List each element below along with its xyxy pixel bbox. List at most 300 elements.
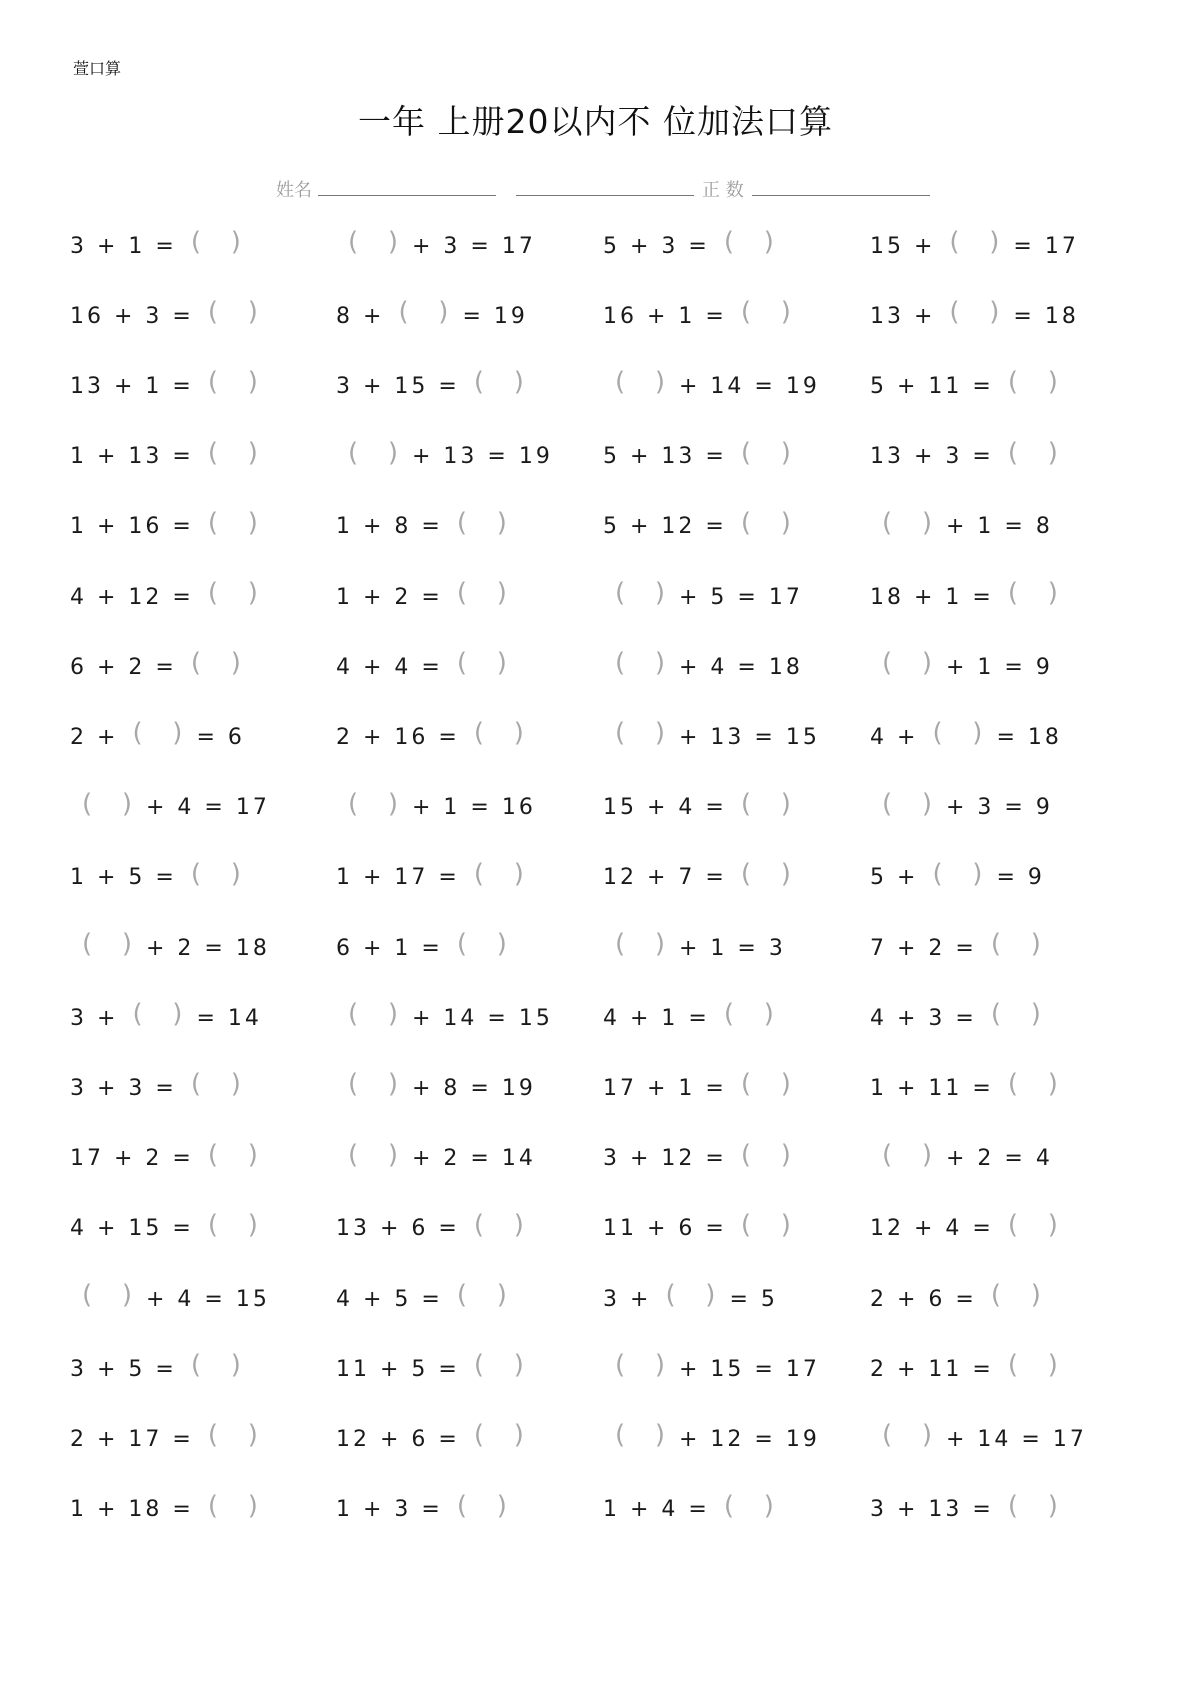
close-paren: )	[513, 718, 524, 749]
problem-left: 4 + 5 =	[336, 1286, 443, 1312]
problem-item	[870, 226, 1079, 266]
answer-blank[interactable]	[1008, 1350, 1058, 1380]
problem-left: 2 + 11 =	[870, 1356, 994, 1382]
problem-left: 15 + 4 =	[603, 795, 727, 821]
problem-right: + 8 = 19	[412, 1075, 536, 1101]
problem-right: + 3 = 17	[412, 233, 536, 259]
answer-blank[interactable]	[348, 789, 398, 819]
problem-item	[336, 1419, 538, 1459]
close-paren: )	[496, 929, 507, 959]
close-paren: )	[387, 227, 398, 257]
open-paren: (	[456, 507, 467, 538]
problem-item	[336, 1279, 521, 1319]
problem-left: 1 + 13 =	[70, 444, 194, 470]
open-paren: (	[190, 648, 201, 679]
open-paren: (	[207, 297, 218, 328]
problem-item	[336, 437, 553, 477]
answer-blank[interactable]	[208, 1210, 258, 1240]
answer-blank[interactable]	[991, 1280, 1041, 1310]
answer-blank[interactable]	[1008, 1491, 1058, 1521]
answer-blank[interactable]	[82, 1280, 132, 1310]
open-paren: (	[990, 1280, 1001, 1310]
problem-left: 3 +	[603, 1286, 652, 1312]
close-paren: )	[989, 227, 1000, 257]
problem-left: 13 +	[870, 303, 936, 329]
problem-item	[603, 507, 805, 547]
problem-item	[70, 928, 270, 968]
problem-item	[603, 366, 820, 406]
problem-left: 3 +	[70, 1005, 119, 1031]
answer-blank[interactable]	[82, 929, 132, 959]
answer-blank[interactable]	[665, 1280, 715, 1310]
answer-blank[interactable]	[615, 1420, 665, 1450]
answer-blank[interactable]	[882, 1420, 932, 1450]
open-paren: (	[990, 999, 1001, 1030]
close-paren: )	[763, 1490, 774, 1521]
answer-blank[interactable]	[724, 227, 774, 257]
problem-left: 4 +	[870, 724, 919, 750]
open-paren: (	[456, 929, 467, 959]
close-paren: )	[496, 507, 507, 538]
problem-left: 5 + 12 =	[603, 514, 727, 540]
problem-item	[336, 1349, 538, 1389]
problem-item	[870, 998, 1055, 1038]
problem-left: 11 + 6 =	[603, 1216, 727, 1242]
answer-blank[interactable]	[457, 508, 507, 538]
answer-blank[interactable]	[741, 508, 791, 538]
answer-blank[interactable]	[457, 1280, 507, 1310]
answer-blank[interactable]	[615, 648, 665, 678]
problem-left: 17 + 1 =	[603, 1075, 727, 1101]
problem-item	[336, 577, 521, 617]
page-title: 一年 上册20以内不 位加法口算	[358, 102, 833, 141]
answer-blank[interactable]	[474, 718, 524, 748]
open-paren: (	[473, 718, 484, 749]
answer-blank[interactable]	[348, 227, 398, 257]
problem-item	[870, 1490, 1072, 1530]
problem-item	[603, 1279, 778, 1319]
problem-item	[603, 226, 788, 266]
close-paren: )	[921, 507, 932, 538]
problem-right: = 17	[1013, 233, 1079, 259]
close-paren: )	[496, 648, 507, 679]
close-paren: )	[438, 297, 449, 328]
answer-blank[interactable]	[457, 578, 507, 608]
problem-item	[336, 717, 538, 757]
problem-left: 1 + 17 =	[336, 865, 460, 891]
close-paren: )	[230, 227, 241, 257]
answer-blank[interactable]	[882, 648, 932, 678]
problem-left: 5 + 3 =	[603, 233, 710, 259]
open-paren: (	[348, 1139, 359, 1170]
problem-left: 3 + 13 =	[870, 1497, 994, 1523]
open-paren: (	[882, 648, 893, 679]
answer-blank[interactable]	[615, 1350, 665, 1380]
answer-blank[interactable]	[208, 367, 258, 397]
open-paren: (	[207, 1209, 218, 1240]
close-paren: )	[496, 1280, 507, 1310]
close-paren: )	[247, 297, 258, 328]
close-paren: )	[247, 1139, 258, 1170]
answer-blank[interactable]	[741, 1210, 791, 1240]
answer-blank[interactable]	[191, 1350, 241, 1380]
close-paren: )	[247, 507, 258, 538]
problem-right: + 2 = 4	[946, 1146, 1053, 1172]
problem-left: 3 + 12 =	[603, 1146, 727, 1172]
problem-left: 1 + 11 =	[870, 1075, 994, 1101]
problem-item	[70, 998, 262, 1038]
problem-left: 1 + 4 =	[603, 1497, 710, 1523]
problem-item	[70, 647, 255, 687]
open-paren: (	[207, 1490, 218, 1521]
open-paren: (	[615, 929, 626, 959]
open-paren: (	[1007, 1490, 1018, 1521]
open-paren: (	[456, 1490, 467, 1521]
problem-item	[70, 577, 272, 617]
answer-blank[interactable]	[208, 1420, 258, 1450]
open-paren: (	[740, 507, 751, 538]
problem-right: = 19	[462, 303, 528, 329]
close-paren: )	[496, 1490, 507, 1521]
answer-blank[interactable]	[615, 718, 665, 748]
open-paren: (	[723, 1490, 734, 1521]
open-paren: (	[348, 227, 359, 257]
close-paren: )	[387, 999, 398, 1030]
close-paren: )	[1047, 437, 1058, 468]
open-paren: (	[615, 1420, 626, 1451]
answer-blank[interactable]	[615, 367, 665, 397]
problem-item	[336, 1209, 538, 1249]
open-paren: (	[1007, 578, 1018, 608]
answer-blank[interactable]	[398, 297, 448, 327]
problem-left: 5 + 11 =	[870, 373, 994, 399]
problem-left: 18 + 1 =	[870, 584, 994, 610]
problem-item	[870, 1349, 1072, 1389]
problem-left: 5 +	[870, 865, 919, 891]
open-paren: (	[740, 788, 751, 819]
problem-item	[603, 717, 820, 757]
answer-blank[interactable]	[457, 1491, 507, 1521]
problem-item	[70, 366, 272, 406]
close-paren: )	[230, 1350, 241, 1381]
problem-item	[70, 226, 255, 266]
open-paren: (	[882, 1139, 893, 1170]
close-paren: )	[780, 1209, 791, 1240]
problem-right: + 2 = 14	[412, 1146, 536, 1172]
open-paren: (	[615, 1350, 626, 1381]
problem-item	[70, 1419, 272, 1459]
problem-left: 12 + 4 =	[870, 1216, 994, 1242]
answer-blank[interactable]	[741, 1069, 791, 1099]
problem-item	[870, 437, 1072, 477]
answer-blank[interactable]	[208, 1491, 258, 1521]
close-paren: )	[1047, 578, 1058, 608]
answer-blank[interactable]	[932, 859, 982, 889]
close-paren: )	[780, 507, 791, 538]
open-paren: (	[348, 999, 359, 1030]
close-paren: )	[989, 297, 1000, 328]
problem-left: 3 + 5 =	[70, 1356, 177, 1382]
answer-blank[interactable]	[191, 648, 241, 678]
problem-left: 1 + 18 =	[70, 1497, 194, 1523]
problem-right: + 13 = 19	[412, 444, 553, 470]
answer-blank[interactable]	[82, 789, 132, 819]
problem-right: + 13 = 15	[679, 724, 820, 750]
problem-right: + 5 = 17	[679, 584, 803, 610]
problem-item	[336, 788, 536, 828]
answer-blank[interactable]	[132, 999, 182, 1029]
open-paren: (	[932, 718, 943, 749]
open-paren: (	[615, 648, 626, 679]
answer-blank[interactable]	[1008, 367, 1058, 397]
problem-item	[336, 647, 521, 687]
problem-item	[603, 788, 805, 828]
problem-left: 12 + 7 =	[603, 865, 727, 891]
problem-item	[336, 296, 528, 336]
close-paren: )	[654, 578, 665, 608]
open-paren: (	[615, 578, 626, 608]
answer-blank[interactable]	[191, 1069, 241, 1099]
problem-item	[870, 1419, 1087, 1459]
open-paren: (	[473, 858, 484, 889]
answer-blank[interactable]	[208, 578, 258, 608]
answer-blank[interactable]	[741, 1140, 791, 1170]
problem-item	[336, 1139, 536, 1179]
problem-item	[870, 1279, 1055, 1319]
open-paren: (	[1007, 437, 1018, 468]
open-paren: (	[190, 1350, 201, 1381]
problem-right: + 4 = 18	[679, 654, 803, 680]
problem-item	[336, 366, 538, 406]
problem-right: + 2 = 18	[146, 935, 270, 961]
answer-blank[interactable]	[474, 1350, 524, 1380]
problem-item	[870, 1209, 1072, 1249]
problem-left: 15 +	[870, 233, 936, 259]
answer-blank[interactable]	[991, 999, 1041, 1029]
answer-blank[interactable]	[208, 508, 258, 538]
problem-right: + 4 = 17	[146, 795, 270, 821]
problem-left: 1 + 3 =	[336, 1497, 443, 1523]
problem-item	[336, 226, 536, 266]
problem-item	[603, 998, 788, 1038]
problem-left: 8 +	[336, 303, 385, 329]
problem-left: 16 + 3 =	[70, 303, 194, 329]
close-paren: )	[513, 858, 524, 889]
answer-blank[interactable]	[457, 648, 507, 678]
problem-item	[603, 928, 786, 968]
problem-right: = 18	[1013, 303, 1079, 329]
problem-left: 4 + 12 =	[70, 584, 194, 610]
problem-left: 13 + 3 =	[870, 444, 994, 470]
open-paren: (	[932, 858, 943, 889]
close-paren: )	[654, 367, 665, 398]
problem-item	[70, 1139, 272, 1179]
name-label: 姓名	[276, 180, 312, 201]
problem-item	[70, 437, 272, 477]
answer-blank[interactable]	[1008, 1210, 1058, 1240]
answer-blank[interactable]	[457, 929, 507, 959]
open-paren: (	[740, 1069, 751, 1100]
problem-left: 4 + 4 =	[336, 654, 443, 680]
answer-blank[interactable]	[949, 297, 999, 327]
close-paren: )	[654, 929, 665, 959]
close-paren: )	[654, 718, 665, 749]
open-paren: (	[1007, 1350, 1018, 1381]
answer-blank[interactable]	[474, 859, 524, 889]
answer-blank[interactable]	[208, 1140, 258, 1170]
answer-blank[interactable]	[208, 297, 258, 327]
open-paren: (	[723, 999, 734, 1030]
open-paren: (	[723, 227, 734, 257]
problem-left: 1 + 2 =	[336, 584, 443, 610]
problem-left: 13 + 1 =	[70, 373, 194, 399]
answer-blank[interactable]	[741, 789, 791, 819]
answer-blank[interactable]	[1008, 438, 1058, 468]
problem-right: = 9	[996, 865, 1045, 891]
close-paren: )	[387, 1069, 398, 1100]
problem-item	[870, 788, 1053, 828]
answer-blank[interactable]	[882, 1140, 932, 1170]
problem-item	[870, 296, 1079, 336]
close-paren: )	[513, 1420, 524, 1451]
answer-blank[interactable]	[882, 508, 932, 538]
problem-item	[70, 788, 270, 828]
open-paren: (	[740, 858, 751, 889]
close-paren: )	[230, 648, 241, 679]
close-paren: )	[121, 1280, 132, 1310]
open-paren: (	[882, 507, 893, 538]
close-paren: )	[763, 227, 774, 257]
close-paren: )	[921, 788, 932, 819]
problem-left: 6 + 2 =	[70, 654, 177, 680]
score-label: 正 数	[702, 180, 744, 201]
close-paren: )	[1047, 1209, 1058, 1240]
problem-item	[336, 507, 521, 547]
problem-item	[70, 858, 255, 898]
problem-item	[603, 1419, 820, 1459]
open-paren: (	[456, 648, 467, 679]
problem-item	[870, 366, 1072, 406]
answer-blank[interactable]	[474, 1420, 524, 1450]
problem-item	[336, 1068, 536, 1108]
answer-blank[interactable]	[741, 859, 791, 889]
close-paren: )	[121, 929, 132, 959]
answer-blank[interactable]	[208, 438, 258, 468]
problem-item	[603, 647, 803, 687]
answer-blank[interactable]	[741, 297, 791, 327]
answer-blank[interactable]	[191, 859, 241, 889]
answer-blank[interactable]	[724, 999, 774, 1029]
answer-blank[interactable]	[348, 438, 398, 468]
open-paren: (	[82, 1280, 93, 1310]
answer-blank[interactable]	[615, 929, 665, 959]
problem-right: = 6	[196, 724, 245, 750]
open-paren: (	[207, 507, 218, 538]
problem-item	[336, 1490, 521, 1530]
problem-item	[70, 1490, 272, 1530]
problem-item	[870, 717, 1062, 757]
problem-item	[70, 1209, 272, 1249]
problem-item	[870, 1139, 1053, 1179]
close-paren: )	[121, 788, 132, 819]
close-paren: )	[513, 1209, 524, 1240]
problem-left: 2 +	[70, 724, 119, 750]
close-paren: )	[230, 1069, 241, 1100]
answer-blank[interactable]	[191, 227, 241, 257]
answer-blank[interactable]	[132, 718, 182, 748]
problem-right: = 5	[729, 1286, 778, 1312]
answer-blank[interactable]	[615, 578, 665, 608]
close-paren: )	[247, 578, 258, 608]
close-paren: )	[921, 648, 932, 679]
problem-item	[603, 1139, 805, 1179]
answer-blank[interactable]	[741, 438, 791, 468]
close-paren: )	[513, 367, 524, 398]
open-paren: (	[82, 929, 93, 959]
open-paren: (	[190, 858, 201, 889]
close-paren: )	[1047, 1490, 1058, 1521]
problem-right: = 18	[996, 724, 1062, 750]
open-paren: (	[398, 297, 409, 328]
answer-blank[interactable]	[932, 718, 982, 748]
answer-blank[interactable]	[474, 367, 524, 397]
problem-left: 3 + 15 =	[336, 373, 460, 399]
answer-blank[interactable]	[991, 929, 1041, 959]
open-paren: (	[456, 1280, 467, 1310]
problem-right: + 3 = 9	[946, 795, 1053, 821]
problem-item	[870, 928, 1055, 968]
open-paren: (	[207, 367, 218, 398]
open-paren: (	[882, 1420, 893, 1451]
problem-left: 13 + 6 =	[336, 1216, 460, 1242]
close-paren: )	[780, 788, 791, 819]
answer-blank[interactable]	[1008, 1069, 1058, 1099]
problem-item	[70, 717, 245, 757]
open-paren: (	[348, 788, 359, 819]
open-paren: (	[1007, 367, 1018, 398]
close-paren: )	[972, 858, 983, 889]
problem-right: + 4 = 15	[146, 1286, 270, 1312]
close-paren: )	[763, 999, 774, 1030]
open-paren: (	[348, 1069, 359, 1100]
answer-blank[interactable]	[348, 999, 398, 1029]
answer-blank[interactable]	[348, 1069, 398, 1099]
answer-blank[interactable]	[882, 789, 932, 819]
close-paren: )	[172, 999, 183, 1030]
answer-blank[interactable]	[348, 1140, 398, 1170]
problem-item	[603, 1490, 788, 1530]
problem-item	[603, 577, 803, 617]
open-paren: (	[82, 788, 93, 819]
close-paren: )	[780, 1069, 791, 1100]
problem-left: 6 + 1 =	[336, 935, 443, 961]
answer-blank[interactable]	[949, 227, 999, 257]
open-paren: (	[615, 718, 626, 749]
answer-blank[interactable]	[1008, 578, 1058, 608]
problem-right: + 15 = 17	[679, 1356, 820, 1382]
problem-left: 1 + 8 =	[336, 514, 443, 540]
problem-left: 17 + 2 =	[70, 1146, 194, 1172]
problem-right: + 14 = 19	[679, 373, 820, 399]
problem-item	[70, 296, 272, 336]
close-paren: )	[387, 437, 398, 468]
answer-blank[interactable]	[724, 1491, 774, 1521]
problem-left: 12 + 6 =	[336, 1426, 460, 1452]
answer-blank[interactable]	[474, 1210, 524, 1240]
open-paren: (	[740, 1139, 751, 1170]
problem-item	[603, 1209, 805, 1249]
problem-left: 7 + 2 =	[870, 935, 977, 961]
